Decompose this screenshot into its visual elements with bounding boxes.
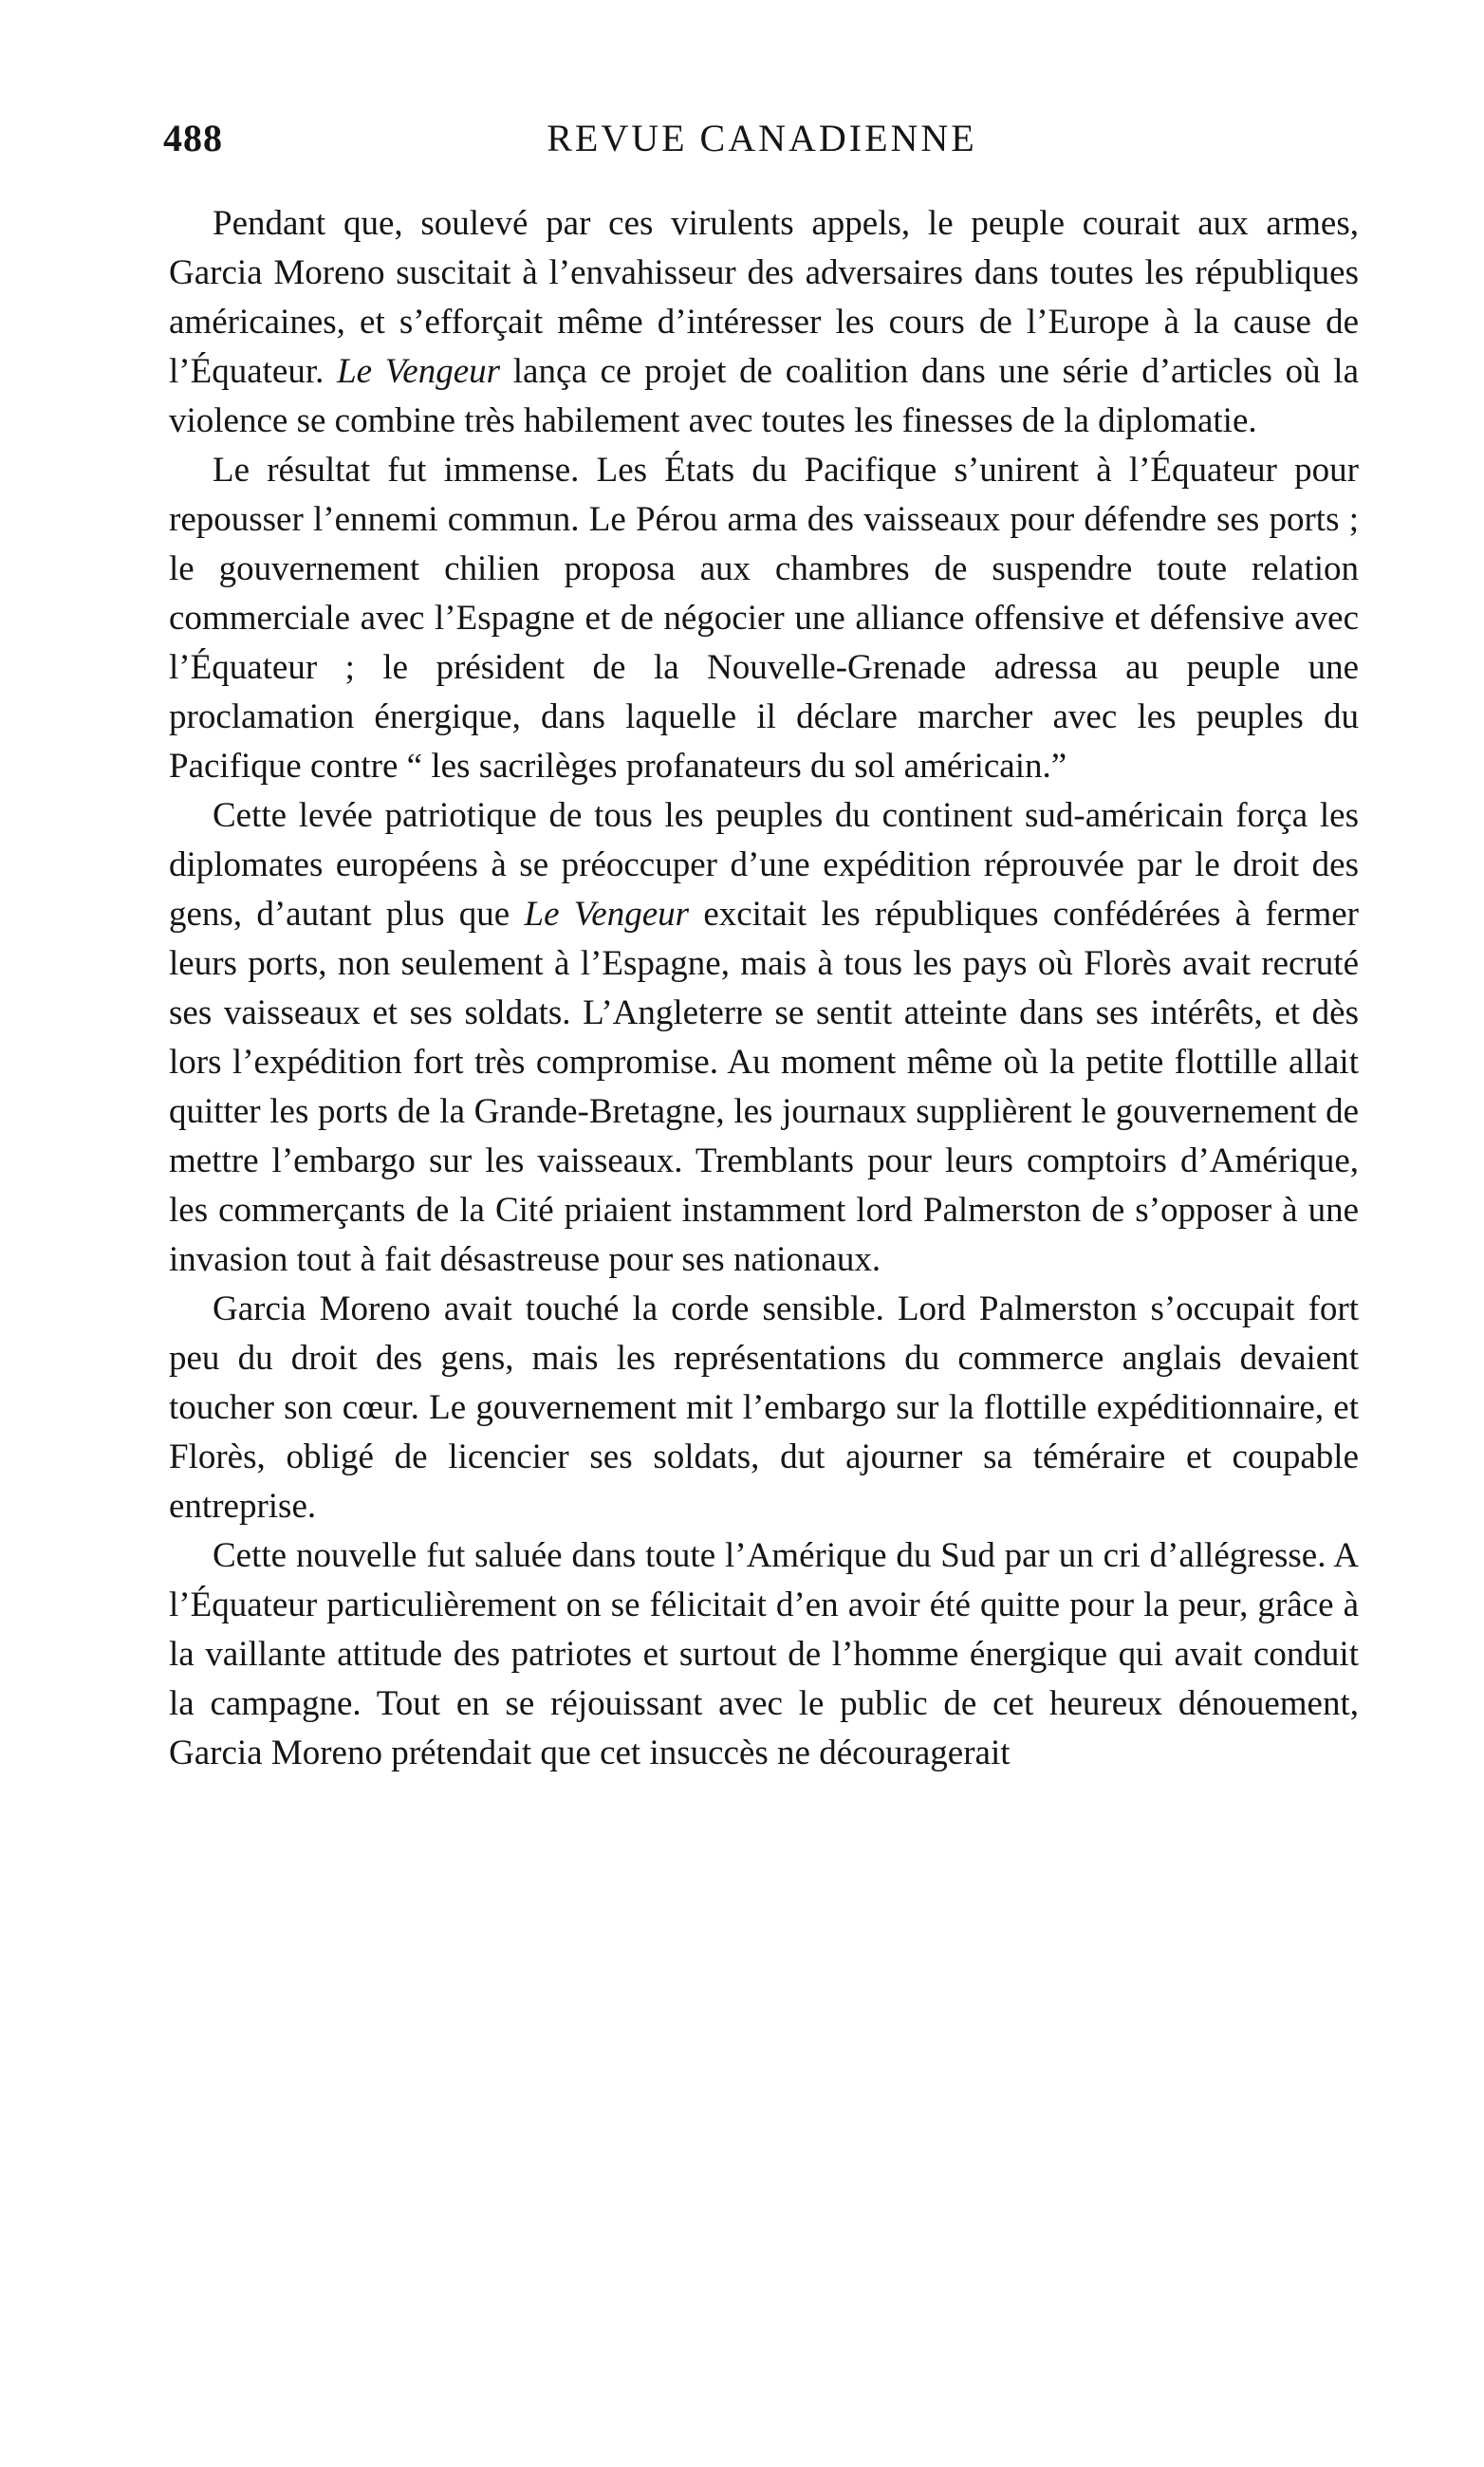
paragraph-3-text-continued: excitait les républiques confédérées à fermer leurs ports, non seulement à l’Espagne, mais à tous les pays où Florès avait recruté ses vaisseaux et ses soldats. L’Angleterre se sentit atteinte dans ses intérêts, et dès lors l’expédition fort très compromise. Au moment même où la petite flottille allait quitter les ports de la Grande-Bretagne, les journaux supplièrent le gouvernement de mettre l’embargo sur les vaisseaux. Tremblants pour leurs comptoirs d’Amérique, les commerçants de la Cité priaient instamment lord Palmerston de s’opposer à une invasion tout à fait désastreuse pour ses nationaux. [169,895,1359,1279]
paragraph-5-text: Cette nouvelle fut saluée dans toute l’Amérique du Sud par un cri d’allégresse. A l’Équateur particulièrement on se félicitait d’en avoir été quitte pour la peur, grâce à la vaillante attitude des patriotes et surtout de l’homme énergique qui avait conduit la campagne. Tout en se réjouissant avec le public de cet heureux dénouement, Garcia Moreno prétendait que cet insuccès ne découragerait [169,1536,1359,1772]
paragraph-1-text: Pendant que, soulevé par ces virulents appels, le peuple courait aux armes, Garcia Moreno suscitait à l’envahisseur des adversaires dans toutes les républiques américaines, et s’efforçait même d’intéresser les cours de l’Europe à la cause de l’Équateur. [169,204,1359,391]
running-title: REVUE CANADIENNE [547,117,977,159]
paragraph-4-text: Garcia Moreno avait touché la corde sensible. Lord Palmerston s’occupait fort peu du droit des gens, mais les représentations du commerce anglais devaient toucher son cœur. Le gouvernement mit l’embargo sur la flottille expéditionnaire, et Florès, obligé de licencier ses soldats, dut ajourner sa téméraire et coupable entreprise. [169,1289,1359,1526]
paragraph-4 [169,1285,1359,1531]
paragraph-5 [169,1531,1359,1778]
paragraph-3-italic-title: Le Vengeur [524,895,690,934]
body-text [169,199,1359,1778]
paragraph-1 [169,199,1359,446]
page-header [163,116,1361,173]
page-number: 488 [163,117,223,159]
paragraph-3-text: Cette levée patriotique de tous les peuples du continent sud-américain força les diplomates européens à se préoccuper d’une expédition réprouvée par le droit des gens, d’autant plus que [169,796,1359,934]
paragraph-1-italic-title: Le Vengeur [337,352,501,391]
paragraph-2-text: Le résultat fut immense. Les États du Pacifique s’unirent à l’Équateur pour repousser l’ennemi commun. Le Pérou arma des vaisseaux pour défendre ses ports ; le gouvernement chilien proposa aux chambres de suspendre toute relation commerciale avec l’Espagne et de négocier une alliance offensive et défensive avec l’Équateur ; le président de la Nouvelle-Grenade adressa au peuple une proclamation énergique, dans laquelle il déclare marcher avec les peuples du Pacifique contre “ les sacrilèges profanateurs du sol américain.” [169,451,1359,786]
paragraph-2 [169,446,1359,791]
paragraph-1-text-continued: lança ce projet de coalition dans une série d’articles où la violence se combine très habilement avec toutes les finesses de la diplomatie. [169,352,1359,440]
paragraph-3 [169,791,1359,1285]
